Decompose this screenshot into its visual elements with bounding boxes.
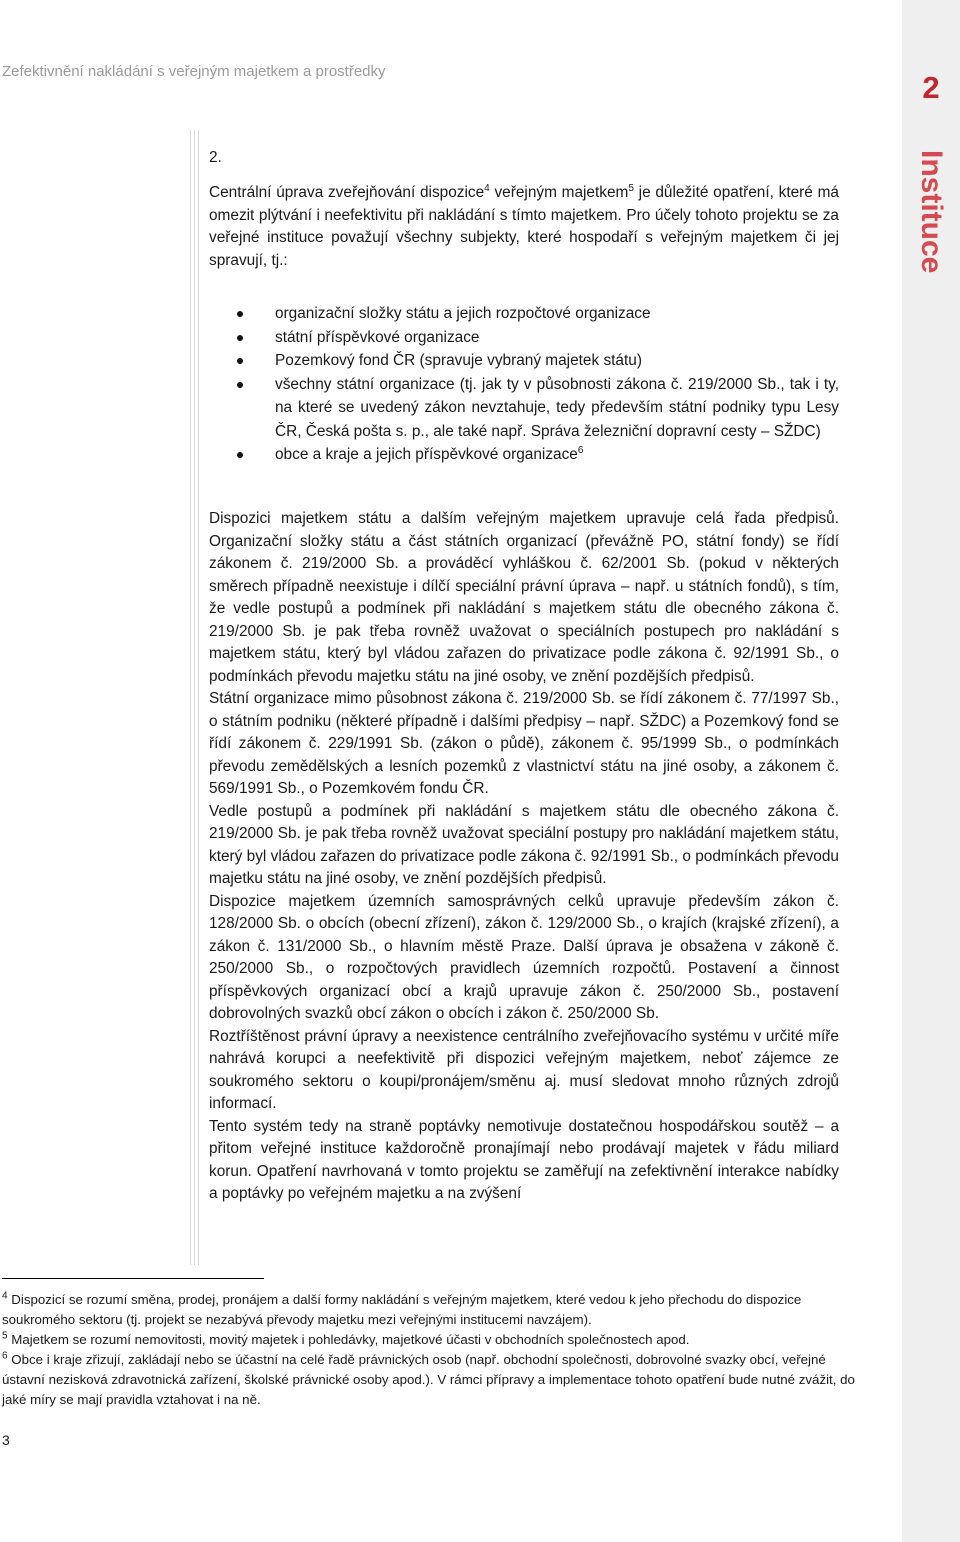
intro-paragraph [209,182,839,272]
bullet-icon [237,358,243,364]
footnote: $^6$ Obce i kraje zřizují, zakládají nebo se účastní na celé řadě právnických osob (např. obchodní společnosti, dobrovolné svazky obcí, veřejné ústavní nezisková zdravotnická zařízení, školské právnické osoby apod.). V rámci přípravy a implementace tohoto opatření bude nutné zvážit, do jaké míry se mají pravidla vztahovat i na ně. [2,1350,855,1407]
body-paragraph: Roztříštěnost právní úpravy a neexistence centrálního zveřejňovacího systému v určité míře nahrává korupci a neefektivitě při dispozici veřejným majetkem, neboť zájemce ze soukromého sektoru o koupi/pronájem/směnu aj. musí sledovat mnoho různých zdrojů informací. [209,1027,839,1112]
list-item: organizační složky státu a jejich rozpočtové organizace [209,302,839,326]
chapter-title-vertical: Instituce [915,150,948,274]
bullet-icon [237,452,243,458]
footnote-ref[interactable]: 4 [484,182,490,194]
footnotes [2,1290,858,1410]
footnote-separator [2,1278,264,1279]
margin-rule [198,130,199,1265]
list-item: všechny státní organizace (tj. jak ty v působnosti zákona č. 219/2000 Sb., tak i ty, na které se uvedený zákon nevztahuje, tedy především státní podniky typu Lesy ČR, Česká pošta s. p., ale také např. Správa železniční dopravní cesty – SŽDC) [209,373,839,444]
list-item: obce a kraje a jejich příspěvkové organizace$^6$ [209,443,839,467]
running-header-title: Zefektivnění nakládání s veřejným majetkem a prostředky [2,63,386,80]
footnote-ref[interactable]: 6 [577,444,584,456]
institution-list [209,302,839,467]
chapter-number: 2 [922,70,940,105]
body-text [209,508,839,1206]
list-item: Pozemkový fond ČR (spravuje vybraný majetek státu) [209,349,839,373]
body-paragraph: Vedle postupů a podmínek při nakládání s majetkem státu dle obecného zákona č. 219/2000 Sb. je pak třeba rovněž uvažovat speciální postupy pro nakládání majetkem státu, který byl vládou zařazen do privatizace podle zákona č. 92/1991 Sb., o podmínkách převodu majetku státu na jiné osoby, ve znění pozdějších předpisů. [209,802,839,887]
margin-rule [190,130,191,1265]
intro-text: veřejným majetkem [489,184,629,201]
footnote-ref[interactable]: 5 [628,182,634,194]
body-paragraph: Tento systém tedy na straně poptávky nemotivuje dostatečnou hospodářskou soutěž – a přitom veřejné instituce každoročně pronajímají nebo prodávají majetek v řádu miliard korun. Opatření navrhovaná v tomto projektu se zaměřují na zefektivnění interakce nabídky a poptávky po veřejném majetku a na zvýšení [209,1117,839,1202]
footnote: $^5$ Majetkem se rozumí nemovitosti, movitý majetek i pohledávky, majetkové účasti v obchodních společnostech apod. [2,1330,690,1347]
margin-rule [194,130,195,1265]
bullet-icon [237,335,243,341]
body-paragraph: Státní organizace mimo působnost zákona č. 219/2000 Sb. se řídí zákonem č. 77/1997 Sb., o státním podniku (některé případně i dalšími předpisy – např. SŽDC) a Pozemkový fond se řídí zákonem č. 229/1991 Sb. (zákon o půdě), zákonem č. 95/1999 Sb., o podmínkách převodu zemědělských a lesních pozemků z vlastnictví státu na jiné osoby, a zákonem č. 569/1991 Sb., o Pozemkovém fondu ČR. [209,690,839,797]
intro-text: Centrální úprava zveřejňování dispozice [209,184,485,201]
bullet-icon [237,311,243,317]
section-number: 2. [209,149,222,166]
page-number: 3 [2,1432,10,1448]
footnote: $^4$ Dispozicí se rozumí směna, prodej, pronájem a další formy nakládání s veřejným majetkem, které vedou k jeho přechodu do dispozice soukromého sektoru (tj. projekt se nezabývá převody majetku mezi veřejnými institucemi navzájem). [2,1290,802,1327]
intro-text: je důležité opatření, které má omezit plýtvání i neefektivitu při nakládání s tímto majetkem. Pro účely tohoto projektu se za veřejné instituce považují všechny subjekty, které hospodaří s veřejným majetkem či jej spravují, tj.: [209,184,839,269]
bullet-icon [237,382,243,388]
body-paragraph: Dispozici majetkem státu a dalším veřejným majetkem upravuje celá řada předpisů. Organizační složky státu a část státních organizací (převážně PO, státní fondy) se řídí zákonem č. 219/2000 Sb. a prováděcí vyhláškou č. 62/2001 Sb. (pokud v některých směrech případně neexistuje i dílčí speciální právní úprava – např. u státních fondů), s tím, že vedle postupů a podmínek při nakládání s majetkem státu dle obecného zákona č. 219/2000 Sb. je pak třeba rovněž uvažovat o speciálních postupech pro nakládání s majetkem státu, který byl vládou zařazen do privatizace podle zákona č. 92/1991 Sb., o podmínkách převodu majetku státu na jiné osoby, ve znění pozdějších předpisů. [209,510,839,685]
body-paragraph: Dispozice majetkem územních samosprávných celků upravuje především zákon č. 128/2000 Sb. o obcích (obecní zřízení), zákon č. 129/2000 Sb., o krajích (krajské zřízení), a zákon č. 131/2000 Sb., o hlavním městě Praze. Další úprava je obsažena v zákoně č. 250/2000 Sb., o rozpočtových pravidlech územních rozpočtů. Postavení a činnost příspěvkových organizací obcí a krajů upravuje zákon č. 250/2000 Sb., postavení dobrovolných svazků obcí zákon o obcích i zákon č. 250/2000 Sb. [209,892,839,1022]
list-item: státní příspěvkové organizace [209,326,839,350]
